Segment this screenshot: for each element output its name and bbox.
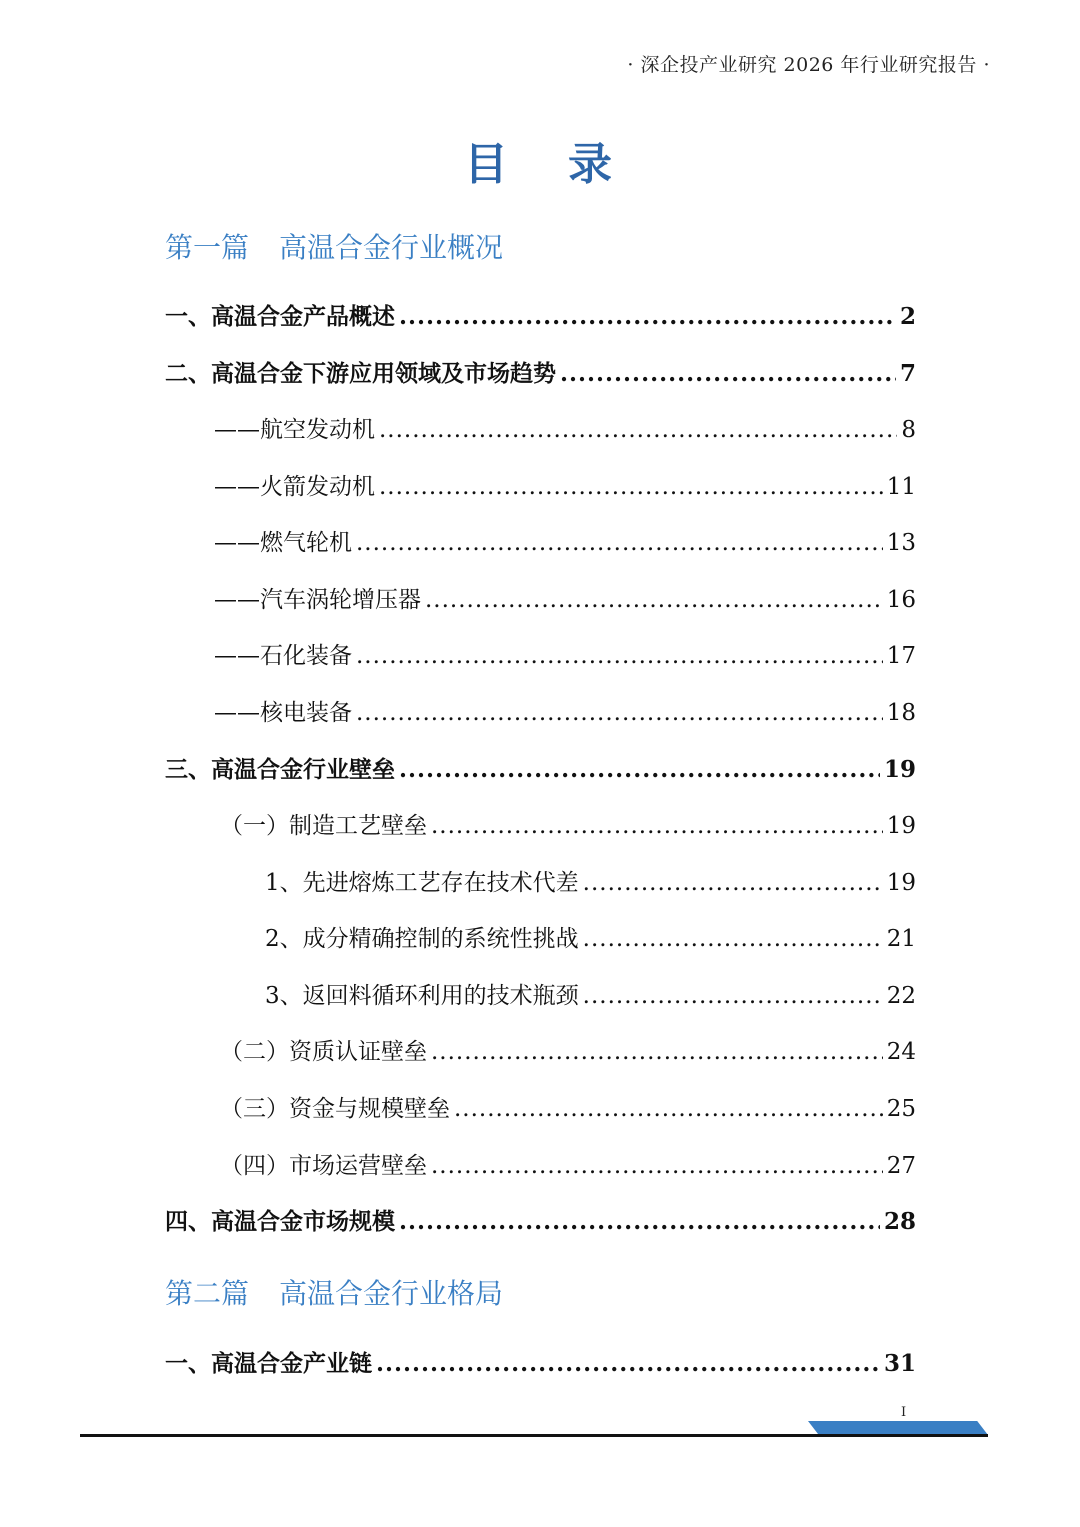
toc-entry-page: 11 xyxy=(886,474,916,500)
part-heading-1[interactable] xyxy=(165,226,503,266)
toc-entry-label: 二、高温合金下游应用领域及市场趋势 xyxy=(165,360,556,387)
toc-entry[interactable] xyxy=(265,920,916,956)
toc-entry-label: ——汽车涡轮增压器 xyxy=(214,587,421,613)
toc-entry-page: 28 xyxy=(883,1208,916,1235)
leader-dots xyxy=(356,643,883,669)
leader-dots xyxy=(431,1039,883,1065)
leader-dots xyxy=(379,474,883,500)
part-label: 第一篇 xyxy=(165,231,250,264)
toc-title xyxy=(0,128,1080,192)
toc-title-part2: 录 xyxy=(568,139,616,190)
toc-entry-label: （三）资金与规模壁垒 xyxy=(220,1096,450,1122)
toc-entry-label: ——火箭发动机 xyxy=(214,474,375,500)
toc-entry-page: 2 xyxy=(899,303,916,330)
toc-entry-label: ——核电装备 xyxy=(214,700,352,726)
toc-entry[interactable] xyxy=(214,411,916,447)
toc-entry-page: 19 xyxy=(883,756,916,783)
toc-title-part1: 目 xyxy=(464,139,512,190)
toc-entry-page: 22 xyxy=(886,983,916,1009)
toc-entry-label: 四、高温合金市场规模 xyxy=(165,1208,395,1235)
toc-entry-label: ——燃气轮机 xyxy=(214,530,352,556)
toc-entry-page: 16 xyxy=(886,587,916,613)
toc-entry-page: 8 xyxy=(901,417,916,443)
toc-entry-label: 2、成分精确控制的系统性挑战 xyxy=(265,926,579,952)
toc-entry-label: 一、高温合金产业链 xyxy=(165,1350,372,1377)
toc-entry-label: 一、高温合金产品概述 xyxy=(165,303,395,330)
toc-entry-page: 18 xyxy=(886,700,916,726)
leader-dots xyxy=(425,587,883,613)
part-title: 高温合金行业概况 xyxy=(279,231,504,264)
toc-entry-label: （四）市场运营壁垒 xyxy=(220,1153,427,1179)
toc-entry-label: 三、高温合金行业壁垒 xyxy=(165,756,395,783)
toc-entry[interactable] xyxy=(220,807,916,843)
toc-entry[interactable] xyxy=(165,751,916,787)
toc-entry[interactable] xyxy=(214,524,916,560)
leader-dots xyxy=(583,926,883,952)
toc-entry[interactable] xyxy=(220,1090,916,1126)
part-heading-2[interactable] xyxy=(165,1272,503,1312)
leader-dots xyxy=(356,530,883,556)
leader-dots xyxy=(376,1350,880,1377)
toc-entry-label: （二）资质认证壁垒 xyxy=(220,1039,427,1065)
toc-entry-label: （一）制造工艺壁垒 xyxy=(220,813,427,839)
toc-entry-page: 24 xyxy=(886,1039,916,1065)
toc-entry-page: 7 xyxy=(899,360,916,387)
footer-page-number: I xyxy=(901,1405,907,1420)
toc-entry-page: 21 xyxy=(886,926,916,952)
leader-dots xyxy=(379,417,897,443)
leader-dots xyxy=(399,303,896,330)
toc-entry[interactable] xyxy=(265,864,916,900)
toc-entry[interactable] xyxy=(165,1203,916,1239)
toc-entry-label: 1、先进熔炼工艺存在技术代差 xyxy=(265,870,579,896)
toc-entry[interactable] xyxy=(165,355,916,391)
leader-dots xyxy=(399,756,880,783)
toc-entry[interactable] xyxy=(214,581,916,617)
footer-rule xyxy=(80,1434,988,1437)
toc-entry-page: 25 xyxy=(886,1096,916,1122)
toc-entry-label: ——石化装备 xyxy=(214,643,352,669)
toc-entry[interactable] xyxy=(220,1147,916,1183)
leader-dots xyxy=(431,1153,883,1179)
toc-entry[interactable] xyxy=(220,1033,916,1069)
part-title: 高温合金行业格局 xyxy=(279,1277,504,1310)
toc-entry-label: 3、返回料循环利用的技术瓶颈 xyxy=(265,983,579,1009)
leader-dots xyxy=(454,1096,883,1122)
leader-dots xyxy=(356,700,883,726)
toc-entry[interactable] xyxy=(214,637,916,673)
toc-entry[interactable] xyxy=(265,977,916,1013)
toc-entry[interactable] xyxy=(214,694,916,730)
part-label: 第二篇 xyxy=(165,1277,250,1310)
leader-dots xyxy=(431,813,883,839)
leader-dots xyxy=(560,360,896,387)
toc-entry-page: 13 xyxy=(886,530,916,556)
toc-entry[interactable] xyxy=(165,298,916,334)
toc-entry-page: 31 xyxy=(883,1350,916,1377)
toc-entry-page: 19 xyxy=(886,813,916,839)
toc-entry-label: ——航空发动机 xyxy=(214,417,375,443)
footer-accent-tab xyxy=(808,1421,988,1435)
toc-entry[interactable] xyxy=(214,468,916,504)
toc-entry-page: 19 xyxy=(886,870,916,896)
toc-entry[interactable] xyxy=(165,1345,916,1381)
leader-dots xyxy=(399,1208,880,1235)
report-header: · 深企投产业研究 2026 年行业研究报告 · xyxy=(627,54,990,76)
toc-entry-page: 27 xyxy=(886,1153,916,1179)
leader-dots xyxy=(583,983,883,1009)
leader-dots xyxy=(583,870,883,896)
toc-entry-page: 17 xyxy=(886,643,916,669)
